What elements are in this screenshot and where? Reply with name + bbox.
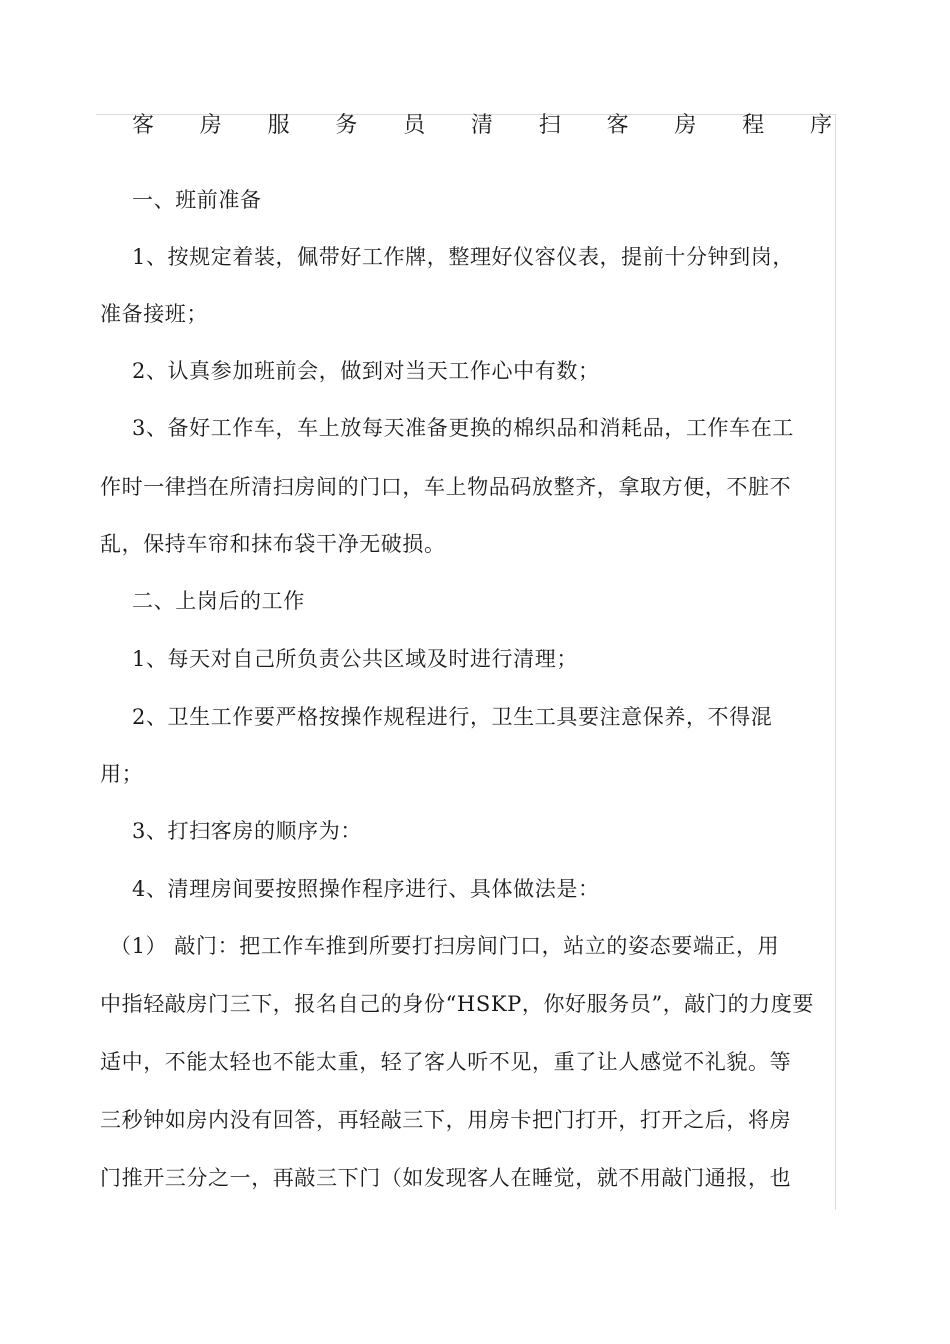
paragraph-line: 2、卫生工作要严格按操作规程进行，卫生工具要注意保养，不得混 [132, 705, 773, 729]
title-char: 客 [132, 113, 155, 138]
title-char: 务 [335, 113, 358, 138]
title-char: 程 [742, 113, 765, 138]
title-char: 房 [674, 113, 697, 138]
paragraph-line: 4、清理房间要按照操作程序进行、具体做法是： [132, 877, 600, 901]
section-heading-on-duty: 二、上岗后的工作 [132, 589, 305, 613]
paragraph-line: 用； [100, 762, 144, 786]
paragraph-line: 3、打扫客房的顺序为： [132, 819, 362, 843]
page-right-rule [835, 114, 836, 1210]
title-char: 客 [606, 113, 629, 138]
paragraph-line: 1、按规定着装，佩带好工作牌，整理好仪容仪表，提前十分钟到岗， [132, 245, 794, 269]
title-char: 扫 [538, 113, 561, 138]
paragraph-line: 准备接班； [100, 302, 208, 326]
title-char: 员 [403, 113, 426, 138]
document-title [132, 110, 832, 142]
paragraph-line: 3、备好工作车，车上放每天准备更换的棉织品和消耗品，工作车在工 [132, 416, 794, 440]
paragraph-line: 作时一律挡在所清扫房间的门口，车上物品码放整齐，拿取方便，不脏不 [100, 475, 792, 499]
paragraph-line: 1、每天对自己所负责公共区域及时进行清理； [132, 647, 578, 671]
paragraph-line: 2、认真参加班前会，做到对当天工作心中有数； [132, 359, 600, 383]
section-heading-pre-shift: 一、班前准备 [132, 188, 262, 212]
paragraph-line: 适中，不能太轻也不能太重，轻了客人听不见，重了让人感觉不礼貌。等 [100, 1050, 792, 1074]
paragraph-line: （1） 敲门：把工作车推到所要打扫房间门口，站立的姿态要端正，用 [110, 934, 780, 958]
paragraph-line: 中指轻敲房门三下，报名自己的身份“HSKP，你好服务员”，敲门的力度要 [100, 992, 814, 1016]
paragraph-line: 乱，保持车帘和抹布袋干净无破损。 [100, 532, 446, 556]
paragraph-line: 门推开三分之一，再敲三下门（如发现客人在睡觉，就不用敲门通报，也 [100, 1166, 792, 1190]
title-char: 服 [267, 113, 290, 138]
title-char: 清 [470, 113, 493, 138]
title-char: 序 [809, 113, 832, 138]
paragraph-line: 三秒钟如房内没有回答，再轻敲三下，用房卡把门打开，打开之后，将房 [100, 1108, 792, 1132]
title-char: 房 [199, 113, 222, 138]
